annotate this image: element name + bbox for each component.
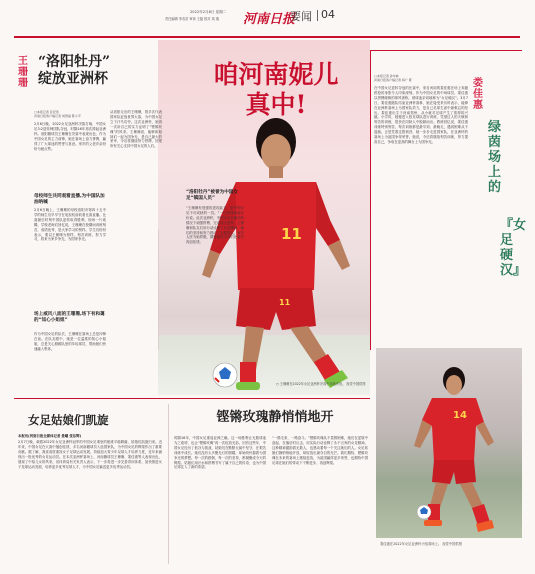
left-byline: □本报记者 张宏涛 (34, 110, 59, 114)
right-photo-caption: 娄佳惠在2022年女足亚洲杯小组赛场上。 视觉中国供图 (380, 542, 462, 546)
right-player-name: 娄佳惠 (473, 78, 483, 111)
right-title-line1: 绿茵场上的 (488, 120, 502, 195)
right-byline2: 河南日报客户端记者 杨广 陈 (374, 78, 412, 82)
right-football (416, 504, 432, 520)
left-column-rule (158, 230, 159, 350)
right-jersey-number: 14 (453, 410, 467, 421)
left-title (38, 54, 162, 88)
bottom-section-rule (14, 398, 370, 399)
left-body-text-col2: 从洛阳走出的王珊珊，曾多次代表国家队征战世界大赛，为中国女足立下汗马功劳。这次亚洲杯，她再一次用自己的实力证明了“铿锵玫瑰”的风采。王珊珊说，能够和姐妹们一起为国争光，是自己最大的荣幸，今后将继续努力拼搏，回报所有关心支持中国女足的人们。 (110, 110, 162, 149)
right-title-line2-box (500, 218, 527, 278)
mid-body-text: “王珊珊有很强的进攻能力，是中国女足不可或缺的一员。”一位资深球迷评价说。此次亚洲杯，中国女足在落后的情况下顽强拼搏，完成惊天逆转。王珊珊和队友们用行动诠释了女足精神，她们的坚持和努力感动了无数国人。家乡人民为她骄傲，期待她在今后的比赛中再创佳绩。 (186, 206, 244, 245)
page-number: 04 (321, 8, 335, 21)
left-title-line2: 绽放亚洲杯 (38, 71, 108, 87)
masthead-rule (14, 36, 520, 38)
hero-photo-caption: ○ 王珊珊在2022年女足亚洲杯决赛中奔跑庆祝。 视觉中国供图 (276, 382, 366, 386)
bottom-mid-title: 铿锵玫瑰静悄悄地开 (216, 410, 334, 425)
shorts-number: 11 (279, 298, 291, 307)
left-subhead-2: 场上威风八面的王珊珊,场下有和蔼的“知心小姐姐” (34, 312, 105, 323)
bottom-mid-article (172, 400, 372, 565)
bottom-left-byline: 本报讯(河南日报全媒体记者 聂曦 张东辉) (18, 434, 82, 438)
right-title-line2: 『女足硬汉』 (500, 218, 527, 278)
jersey-number: 11 (281, 225, 302, 243)
date-line: 2022年2月8日 星期二 (190, 10, 227, 14)
left-article (14, 50, 162, 350)
hero-headline-line1: 咱河南妮儿 (213, 60, 339, 89)
left-body-text-3: 作为中国女足的队长，王珊珊在赛场上总是冲锋在前。在队友眼中，她是一位温柔的知心小姐姐，总是关心照顾队里的年轻球员，帮助她们快速融入集体。 (34, 332, 106, 351)
hero-headline (196, 60, 356, 120)
bottom-left-article (14, 404, 164, 564)
paper-name: 河南日报 (243, 12, 296, 27)
bottom-mid-body-col2: “一路走来，一路奋斗。”铿锵玫瑰从不畏惧困难，她们在逆境中奋起，在落后时反击，用实际行动诠释了永不言弃的女足精神。这种精神激励着无数人，也感动着每一个关注她们的人。女足姑娘们静悄悄地开放，却绽放出最夺目的光芒。我们期待，铿锵玫瑰在未来的赛场上继续怒放，为祖国赢得更多荣誉，也期待中国足球在她们的带动下不断进步、再创辉煌。 (272, 436, 368, 465)
left-author-name: 王珊珊 (18, 56, 28, 89)
right-body-text: 在中国女足逆转夺冠的比赛中，来自河南的娄佳惠在场上奔跑拼抢的身影令人印象深刻。作为中国女足的中场球员，娄佳惠以拼搏硬朗的球风著称，被球迷亲切地称为“女足硬汉”。3月7日，娄佳惠随队结束亚洲杯赛事，她在接受采访时表示，能够在亚洲杯赛场上为国家队效力，是自己足球生涯中最难忘的经历。娄佳惠出生于河南郑州，从小就对足球产生了浓厚的兴趣。小学时，她便进入校足球队进行训练，凭借过人的天赋和刻苦的训练，很快在同龄人中脱颖而出。教练回忆说，娄佳惠训练特别刻苦，每次训练都是最早到、最晚走，遇到困难从不退缩。正是凭着这股韧劲，她一步步走进国家队，在亚洲杯的赛场上为祖国争得荣誉。她说，今后将继续刻苦训练，努力提高自己，争取在更高的舞台上为国争光。 (374, 86, 468, 144)
section-divider (317, 10, 318, 21)
right-column-rule (370, 50, 371, 350)
mid-subhead-3: “洛阳牡丹”被誉为中国女足“镇国人员” (186, 190, 238, 201)
left-byline2: 河南日报客户端记者 尚曾丽 陈小平 (34, 114, 81, 118)
right-photo (376, 348, 522, 538)
bottom-left-body: 2月7日晚，载着2022年女足亚洲杯冠军的中国女足乘坐的航班平稳降落，姑娘们凯旋归来。近年来，中国女足在大赛中屡创佳绩，多名河南籍球员入选国家队，为中国女足的辉煌作出了重要贡献。据了解，我省高度重视女子足球运动发展，持续加大青少年足球人才培养力度，近年来涌现出一批优秀的女足运动员。在本次亚洲杯赛场上，河南籍球员王珊珊、娄佳惠等人表现出色，展现了中原儿女的风采。省体育局有关负责人表示，下一步将进一步完善青训体系，加快推进女子足球运动发展，培养更多优秀足球人才，为中国女足输送更多优秀运动员。 (18, 440, 162, 469)
right-top-rule (370, 50, 522, 51)
left-body-text-2: 2月6日晚上，王珊珊的母校洛阳市第四十五中学的师生们早早守在电视机前收看比赛直播。比赛最后时刻中国队逆转取得胜利，现场一片欢腾。学校老师们回忆说，王珊珊在校期间训练刻苦，成绩优秀，是大家学习的榜样。学生们纷纷表示，要以王珊珊为榜样，刻苦训练、努力学习，将来为家乡争光，为国家争光。 (34, 208, 106, 242)
right-title (488, 120, 514, 195)
left-title-line1: “洛阳牡丹” (38, 54, 111, 70)
hero-headline-line2: 真中! (245, 90, 307, 119)
bottom-column-rule (168, 404, 169, 564)
editor-line: 责任编辑 李若苗 审读 王磊 校对 周 瑞 (165, 17, 219, 21)
bottom-left-title: 女足姑娘们凯旋 (28, 413, 109, 427)
right-article (370, 50, 527, 350)
left-body-text-1: 2月6日晚，2022女足亚洲杯决赛打响，中国女足3:2逆转韩国队夺冠，时隔16年再次捧起亚洲杯。洛阳籍球员王珊珊在决赛中表现出色，作为中国女足的主力前锋，她在赛场上奋力拼搏，赢得了广大球迷的赞誉与喜爱。家乡的父老乡亲纷纷为她点赞。 (34, 122, 106, 151)
left-subhead-1: 母校师生共同观看直播,为中国队加油呐喊 (34, 194, 105, 205)
section-name: 要闻 (290, 10, 312, 23)
right-byline: □本报记者 孙华林 (374, 74, 399, 78)
bottom-mid-body-col1: 时隔16年，中国女足重返亚洲之巅。这一场胜利让无数球迷为之欢呼，也让“铿锵玫瑰”再一次绽放光彩。回首这些年，中国女足经历了低谷与挑战，姑娘们在默默无闻中坚守，在艰苦训练中成长。她们没有太多聚光灯的照耀，却始终怀揣着为国争光的梦想。每一次的跌倒，每一次的坚持，都凝聚成今天的辉煌。姑娘们用汗水和拼搏书写了属于自己的传奇，也为中国足球注入了新的希望。 (174, 436, 266, 470)
masthead (0, 0, 535, 44)
